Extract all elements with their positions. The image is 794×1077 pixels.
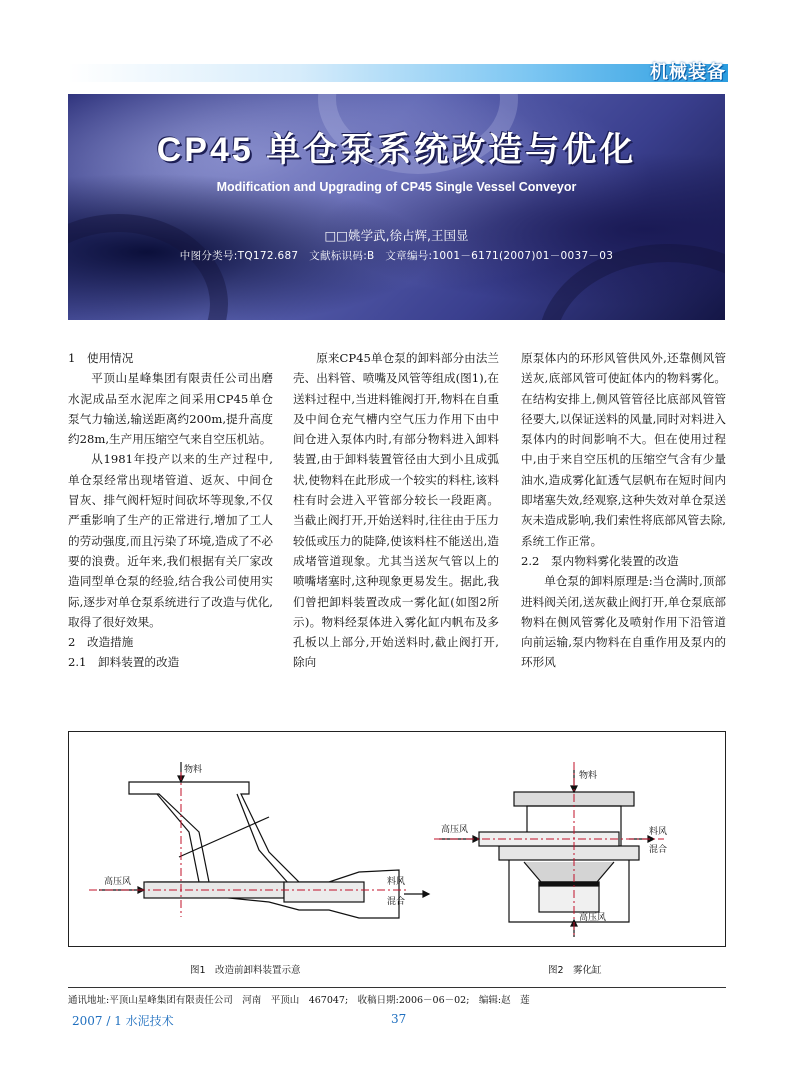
figure2-canvas-layer xyxy=(539,882,599,886)
section-heading: 2 改造措施 xyxy=(68,635,134,650)
article-title: CP45 单仓泵系统改造与优化 xyxy=(156,131,637,169)
figure1-diagram xyxy=(99,762,429,918)
article-authors: □□姚学武,徐占辉,王国显 xyxy=(324,228,469,243)
footer-note: 通讯地址:平顶山星峰集团有限责任公司 河南 平顶山 467047; 收稿日期:2006－06－02; 编辑:赵 莲 xyxy=(68,995,530,1006)
article-subtitle: Modification and Upgrading of CP45 Single Vessel Conveyor xyxy=(216,180,577,194)
figure1-label-mix: 混合 xyxy=(387,897,406,907)
figure2-label-high-pressure-air-left: 高压风 xyxy=(441,825,469,835)
title-banner xyxy=(68,94,725,320)
figure1-label-material-air: 料风 xyxy=(387,877,406,887)
figure2-label-high-pressure-air-bottom: 高压风 xyxy=(579,913,607,923)
paragraph: 单仓泵的卸料原理是:当仓满时,顶部进料阀关闭,送灰截止阀打开,单仓泵底部物料在侧风管雾化及喷射作用下沿管道向前运输,泵内物料在自重作用及泵内的环形风 xyxy=(521,574,726,670)
header-gradient-bar xyxy=(68,64,728,82)
paragraph: 原泵体内的环形风管供风外,还靠侧风管送灰,底部风管可使缸体内的物料雾化。在结构安排上,侧风管管径比底部风管管径要大,以保证送料的风量,同时对料进入泵体内的时间影响不大。但在使用过程中,由于来自空压机的压缩空气含有少量油水,造成雾化缸透气层帆布在短时间内即堵塞失效,经观察,这种失效对单仓泵送灰未造成影响,我们索性将底部风管去除,系统工作正常。 xyxy=(521,351,726,548)
footer-divider xyxy=(68,987,726,988)
figure2-cone xyxy=(524,862,614,882)
page-number: 37 xyxy=(391,1012,407,1026)
paragraph: 原来CP45单仓泵的卸料部分由法兰壳、出料管、喷嘴及风管等组成(图1),在送料过程中,当进料锥阀打开,物料在自重及中间仓充气槽内空气压力作用下由中间仓进入泵体内时,有部分物料进入卸料装置,由于卸料装置管径由大到小且成弧状,使物料在此形成一个较实的料柱,该料柱有时会进入平管部分较长一段距离。当截止阀打开,开始送料时,往往由于压力较低或压力的陡降,使该料柱不能送出,造成堵管道现象。尤其当送灰气管以上的喷嘴堵塞时,这种现象更易发生。据此,我们曾把卸料装置改成一雾化缸(如图2所示)。物料经泵体进入雾化缸内帆布及多孔板以上部分,开始送料时,截止阀打开,除向 xyxy=(293,351,499,670)
figure2-label-material-air: 料风 xyxy=(649,827,668,837)
figure-panel xyxy=(68,731,726,947)
text-column-3 xyxy=(521,348,726,673)
figure1-valve-rod xyxy=(179,817,269,857)
article-meta: 中图分类号:TQ172.687 文献标识码:B 文章编号:1001－6171(2007)01－0037－03 xyxy=(179,250,614,262)
figure2-label-mix: 混合 xyxy=(649,845,668,855)
text-column-2 xyxy=(293,348,499,673)
figure1-label-high-pressure-air: 高压风 xyxy=(104,877,132,887)
section-label: 机械装备 xyxy=(650,62,726,83)
text-column-1 xyxy=(68,348,273,673)
subsection-heading: 2.2 泵内物料雾化装置的改造 xyxy=(521,553,679,568)
subsection-heading: 2.1 卸料装置的改造 xyxy=(68,655,180,670)
figure2-diagram xyxy=(439,770,654,937)
paragraph: 平顶山星峰集团有限责任公司出磨水泥成品至水泥库之间采用CP45单仓泵气力输送,输送距离约200m,提升高度约28m,生产用压缩空气来自空压机站。 xyxy=(68,371,273,447)
journal-info: 2007 / 1 水泥技术 xyxy=(72,1014,174,1028)
figure2-label-material: 物料 xyxy=(579,771,598,781)
figure1-label-material: 物料 xyxy=(184,765,203,775)
figure1-caption: 图1 改造前卸料装置示意 xyxy=(190,965,301,976)
section-heading: 1 使用情况 xyxy=(68,351,134,365)
figure2-caption: 图2 雾化缸 xyxy=(548,965,602,976)
paragraph: 从1981年投产以来的生产过程中,单仓泵经常出现堵管道、返灰、中间仓冒灰、排气阀杆短时间砍坏等现象,不仅严重影响了生产的正常进行,增加了工人的劳动强度,而且污染了环境,造成了不必要的浪费。近年来,我们根据有关厂家改造同型单仓泵的经验,结合我公司使用实际,逐步对单仓泵系统进行了改造与优化,取得了很好效果。 xyxy=(68,452,273,629)
figure-diagrams xyxy=(69,732,725,946)
